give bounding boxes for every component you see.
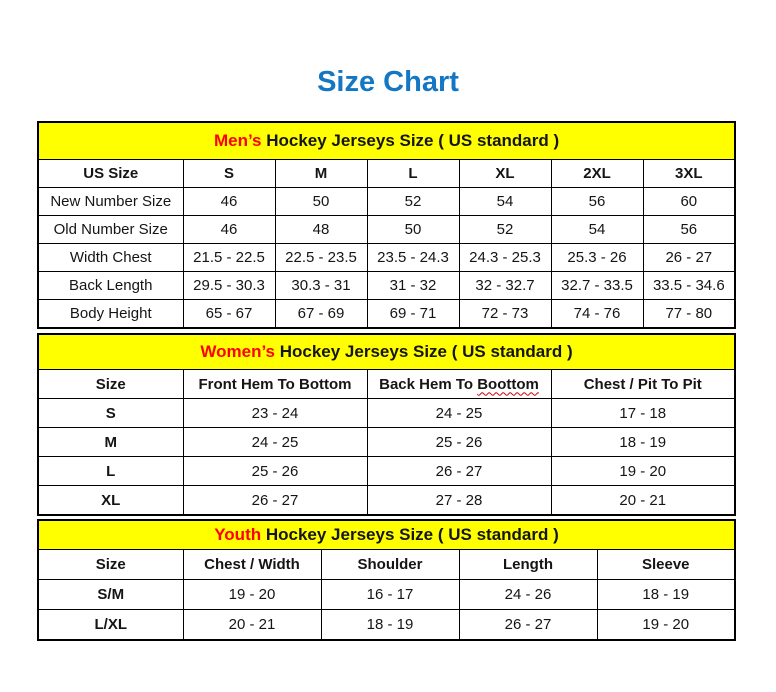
size-value: 54 [551, 216, 643, 244]
row-label: L/XL [38, 610, 183, 641]
size-value: 67 - 69 [275, 300, 367, 329]
mens-table-caption-row [38, 122, 735, 160]
row-label: S/M [38, 580, 183, 610]
column-header-2xl: 2XL [551, 160, 643, 188]
size-value: 32 - 32.7 [459, 272, 551, 300]
table-row [38, 428, 735, 457]
column-header-l: L [367, 160, 459, 188]
size-value: 32.7 - 33.5 [551, 272, 643, 300]
size-value: 46 [183, 188, 275, 216]
column-header-m: M [275, 160, 367, 188]
size-value: 24.3 - 25.3 [459, 244, 551, 272]
column-header-length: Length [459, 550, 597, 580]
size-value: 23 - 24 [183, 399, 367, 428]
youth-header-row [38, 550, 735, 580]
womens-size-table [37, 333, 736, 516]
size-value: 24 - 25 [183, 428, 367, 457]
table-row [38, 457, 735, 486]
size-value: 52 [459, 216, 551, 244]
size-value: 31 - 32 [367, 272, 459, 300]
row-label: Width Chest [38, 244, 183, 272]
mens-caption-rest: Hockey Jerseys Size ( US standard ) [261, 131, 560, 150]
row-label: M [38, 428, 183, 457]
size-value: 52 [367, 188, 459, 216]
column-header-s: S [183, 160, 275, 188]
size-value: 77 - 80 [643, 300, 735, 329]
size-value: 19 - 20 [551, 457, 735, 486]
column-header-size: Size [38, 550, 183, 580]
size-value: 18 - 19 [597, 580, 735, 610]
size-value: 23.5 - 24.3 [367, 244, 459, 272]
womens-table-caption-row [38, 334, 735, 370]
size-value: 74 - 76 [551, 300, 643, 329]
womens-table-caption [38, 334, 735, 370]
size-tables-container [37, 121, 734, 641]
youth-table-caption-row [38, 520, 735, 550]
column-header-shoulder: Shoulder [321, 550, 459, 580]
mens-table-caption [38, 122, 735, 160]
size-value: 25.3 - 26 [551, 244, 643, 272]
column-header-sleeve: Sleeve [597, 550, 735, 580]
youth-table-caption [38, 520, 735, 550]
row-label: L [38, 457, 183, 486]
row-label: Old Number Size [38, 216, 183, 244]
row-label: Back Length [38, 272, 183, 300]
column-header-us-size: US Size [38, 160, 183, 188]
size-value: 25 - 26 [367, 428, 551, 457]
youth-size-table [37, 519, 736, 641]
size-value: 21.5 - 22.5 [183, 244, 275, 272]
mens-size-table [37, 121, 736, 329]
womens-header-row [38, 370, 735, 399]
youth-caption-rest: Hockey Jerseys Size ( US standard ) [261, 525, 559, 544]
size-value: 29.5 - 30.3 [183, 272, 275, 300]
size-value: 18 - 19 [551, 428, 735, 457]
size-value: 20 - 21 [183, 610, 321, 641]
size-value: 33.5 - 34.6 [643, 272, 735, 300]
table-row [38, 300, 735, 329]
size-value: 26 - 27 [643, 244, 735, 272]
table-row [38, 610, 735, 641]
size-value: 22.5 - 23.5 [275, 244, 367, 272]
table-row [38, 399, 735, 428]
size-value: 24 - 25 [367, 399, 551, 428]
column-header-chest-pit: Chest / Pit To Pit [551, 370, 735, 399]
size-value: 17 - 18 [551, 399, 735, 428]
size-value: 26 - 27 [183, 486, 367, 516]
column-header-size: Size [38, 370, 183, 399]
column-header-front-hem: Front Hem To Bottom [183, 370, 367, 399]
column-header-chest-width: Chest / Width [183, 550, 321, 580]
row-label: S [38, 399, 183, 428]
size-value: 72 - 73 [459, 300, 551, 329]
size-value: 19 - 20 [597, 610, 735, 641]
size-value: 54 [459, 188, 551, 216]
size-value: 16 - 17 [321, 580, 459, 610]
back-hem-misspelled-word: Boottom [477, 375, 539, 393]
table-row [38, 216, 735, 244]
size-value: 18 - 19 [321, 610, 459, 641]
row-label: XL [38, 486, 183, 516]
table-row [38, 272, 735, 300]
size-value: 25 - 26 [183, 457, 367, 486]
size-value: 30.3 - 31 [275, 272, 367, 300]
womens-caption-rest: Hockey Jerseys Size ( US standard ) [275, 342, 573, 361]
size-value: 19 - 20 [183, 580, 321, 610]
size-value: 48 [275, 216, 367, 244]
size-value: 24 - 26 [459, 580, 597, 610]
size-value: 50 [275, 188, 367, 216]
size-value: 50 [367, 216, 459, 244]
table-row [38, 188, 735, 216]
size-value: 46 [183, 216, 275, 244]
size-value: 60 [643, 188, 735, 216]
size-value: 26 - 27 [367, 457, 551, 486]
column-header-back-hem [367, 370, 551, 399]
column-header-xl: XL [459, 160, 551, 188]
size-value: 27 - 28 [367, 486, 551, 516]
page-title: Size Chart [317, 66, 459, 98]
size-value: 69 - 71 [367, 300, 459, 329]
table-row [38, 486, 735, 516]
row-label: Body Height [38, 300, 183, 329]
size-value: 56 [643, 216, 735, 244]
table-row [38, 580, 735, 610]
column-header-3xl: 3XL [643, 160, 735, 188]
mens-caption-highlight: Men’s [213, 131, 262, 150]
womens-caption-highlight: Women’s [200, 342, 275, 361]
youth-caption-highlight: Youth [214, 525, 262, 544]
row-label: New Number Size [38, 188, 183, 216]
mens-header-row [38, 160, 735, 188]
size-value: 56 [551, 188, 643, 216]
table-row [38, 244, 735, 272]
back-hem-prefix: Back Hem To [379, 375, 478, 393]
size-value: 65 - 67 [183, 300, 275, 329]
size-value: 20 - 21 [551, 486, 735, 516]
size-value: 26 - 27 [459, 610, 597, 641]
